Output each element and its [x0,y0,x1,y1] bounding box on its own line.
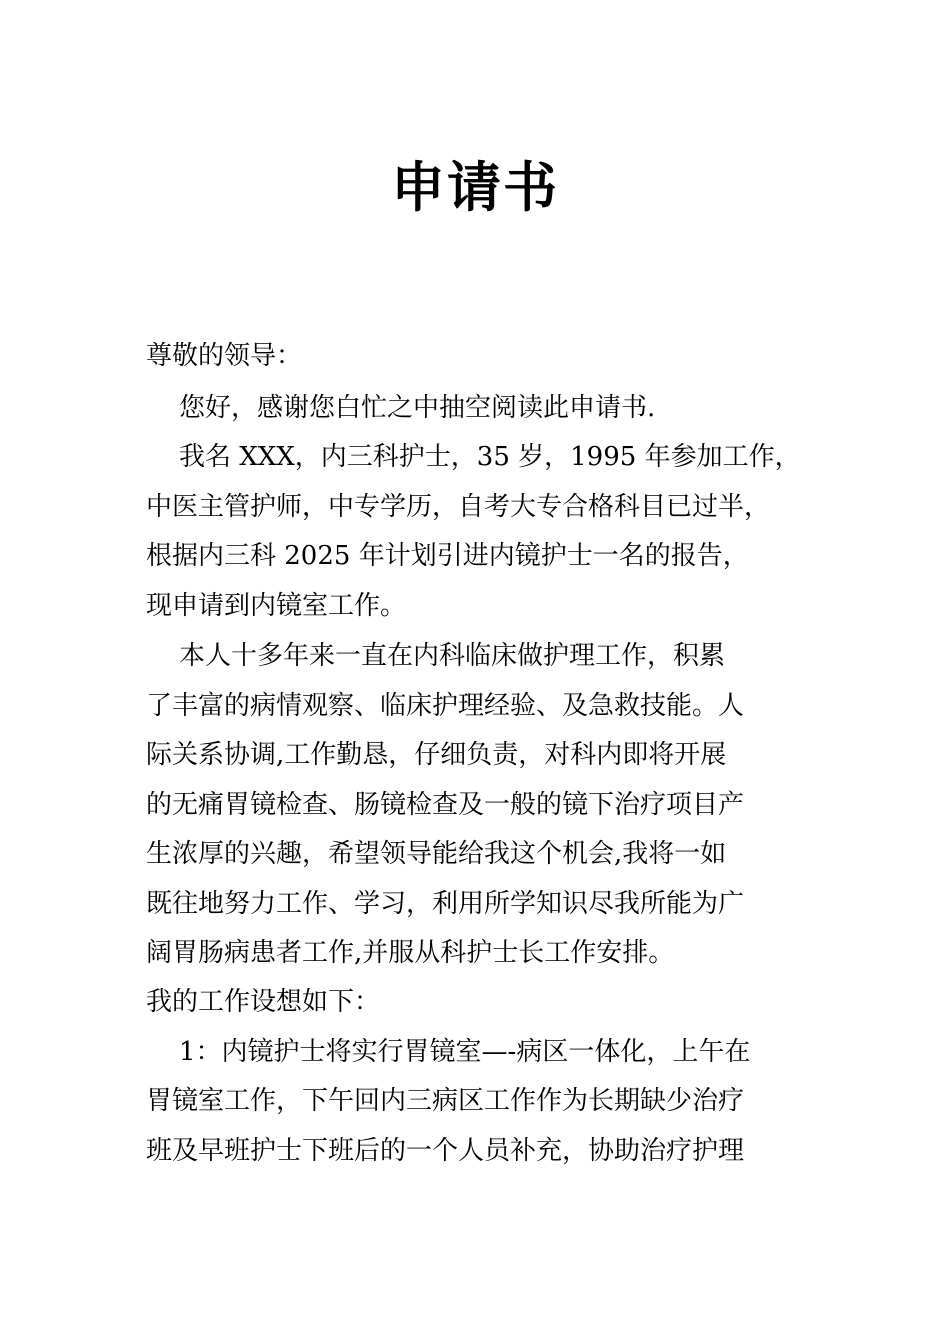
paragraph-line: 中医主管护师，中专学历，自考大专合格科目已过半， [146,492,771,522]
paragraph-line: 了丰富的病情观察、临床护理经验、及急救技能。人 [146,691,745,721]
paragraph-line: 阔胃肠病患者工作,并服从科护士长工作安排。 [146,938,675,968]
paragraph-line: 您好，感谢您白忙之中抽空阅读此申请书. [179,393,656,423]
paragraph-line: 既往地努力工作、学习，利用所学知识尽我所能为广 [146,889,745,919]
salutation: 尊敬的领导： [146,341,303,371]
paragraph-line: 1：内镜护士将实行胃镜室—-病区一体化，上午在 [179,1037,751,1067]
section-heading: 我的工作设想如下： [146,987,381,1017]
paragraph-line: 际关系协调,工作勤恳，仔细负责，对科内即将开展 [146,740,727,770]
paragraph-line: 我名 XXX，内三科护士，35 岁，1995 年参加工作， [179,442,801,472]
paragraph-line: 根据内三科 2025 年计划引进内镜护士一名的报告， [146,541,749,571]
paragraph-line: 生浓厚的兴趣，希望领导能给我这个机会,我将一如 [146,839,727,869]
paragraph-line: 胃镜室工作，下午回内三病区工作作为长期缺少治疗 [146,1086,745,1116]
paragraph-line: 的无痛胃镜检查、肠镜检查及一般的镜下治疗项目产 [146,790,745,820]
paragraph-line: 班及早班护士下班后的一个人员补充，协助治疗护理 [146,1136,745,1166]
document-title: 申请书 [391,155,559,219]
paragraph-line: 现申请到内镜室工作。 [146,591,407,621]
paragraph-line: 本人十多年来一直在内科临床做护理工作，积累 [179,641,726,671]
